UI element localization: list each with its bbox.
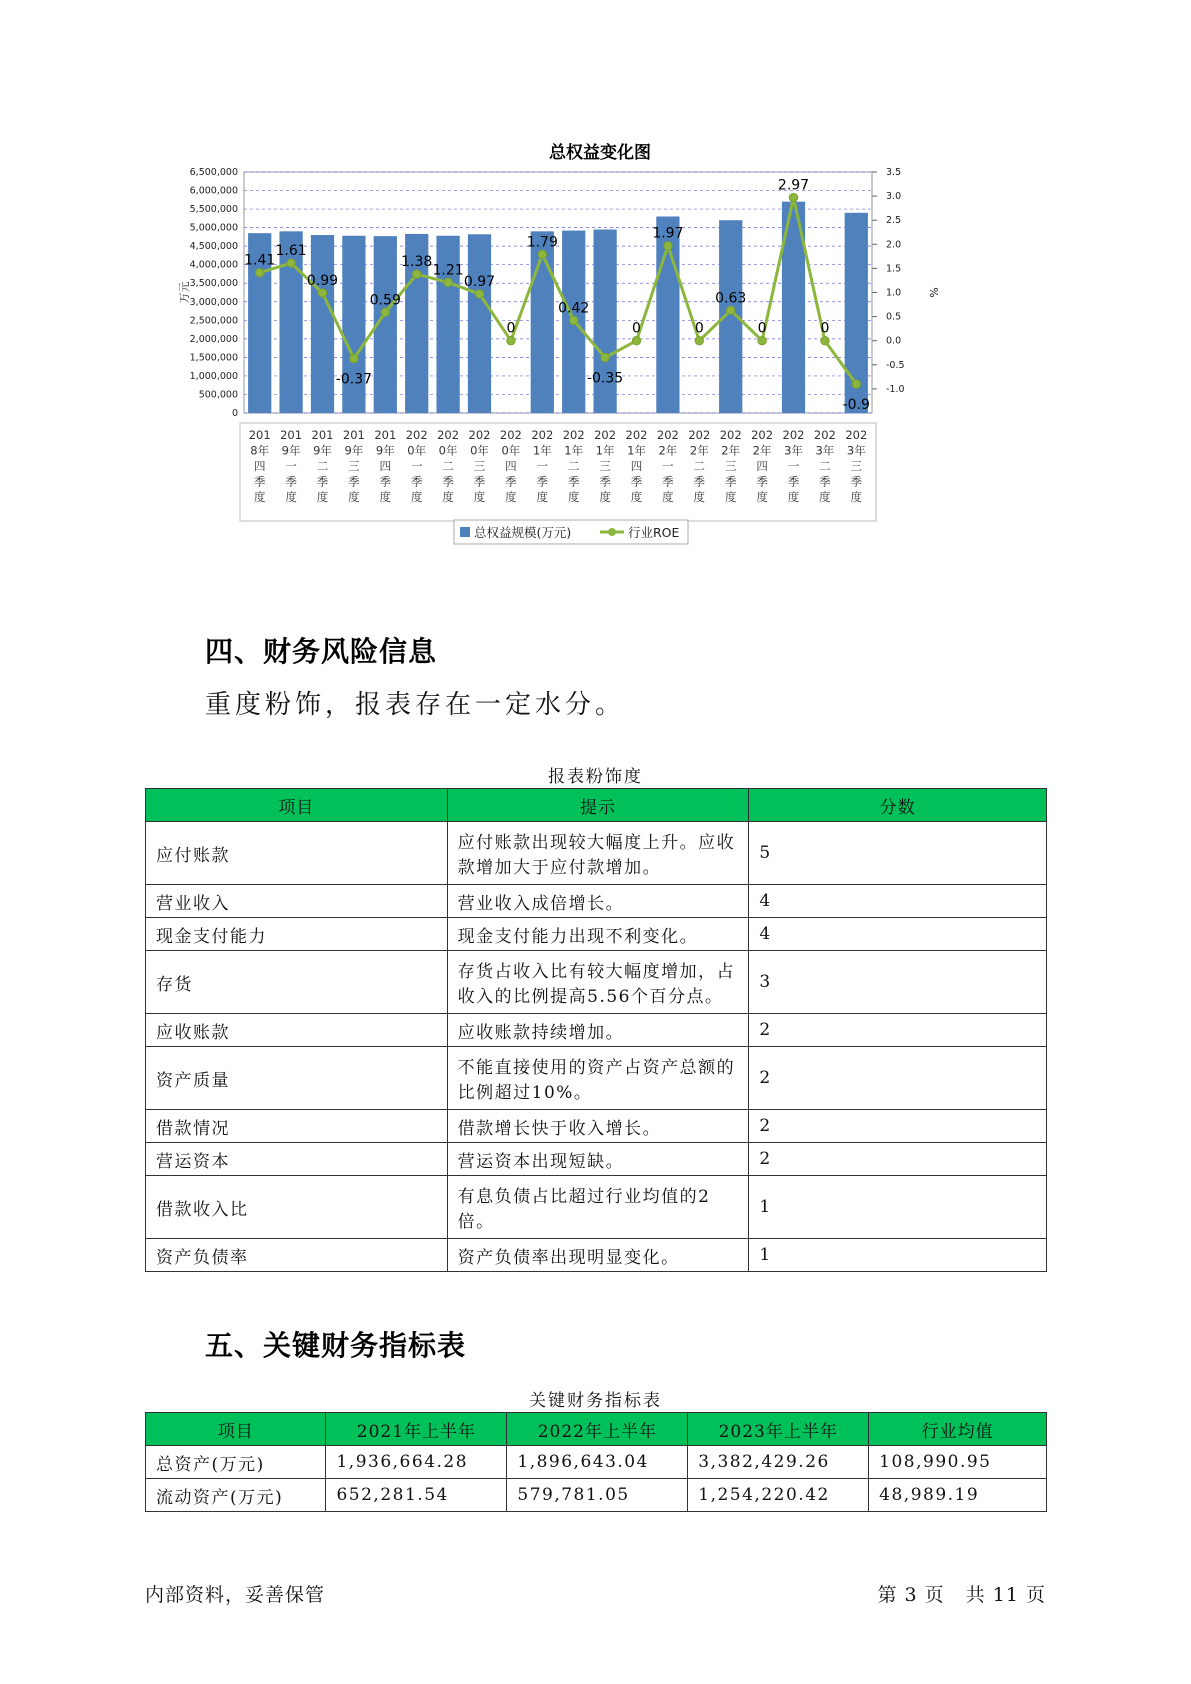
x-axis-label-frame: [240, 423, 876, 521]
x-tick-label: 201 8年四季度: [248, 428, 271, 504]
kpi-header: 项目: [146, 1413, 326, 1446]
header-item: 项目: [146, 789, 448, 822]
y2-tick-label: -0.5: [886, 359, 905, 371]
risk-cell-item: 资产质量: [146, 1047, 448, 1110]
roe-data-label: -0.9: [842, 397, 870, 414]
y2-tick-label: 0.0: [886, 335, 902, 347]
x-tick-label: 202 1年四季度: [625, 428, 648, 504]
risk-cell-hint: 现金支付能力出现不利变化。: [447, 918, 749, 951]
roe-point: [695, 337, 703, 345]
kpi-header: 2023年上半年: [688, 1413, 869, 1446]
risk-cell-score: 4: [749, 918, 1047, 951]
risk-cell-item: 借款情况: [146, 1110, 448, 1143]
risk-cell-item: 存货: [146, 951, 448, 1014]
risk-cell-item: 应收账款: [146, 1014, 448, 1047]
y-tick-label: 6,000,000: [189, 185, 238, 197]
x-tick-label: 202 1年一季度: [531, 428, 554, 504]
risk-cell-item: 现金支付能力: [146, 918, 448, 951]
roe-point: [758, 337, 766, 345]
roe-point: [287, 259, 295, 267]
risk-cell-item: 营业收入: [146, 885, 448, 918]
risk-cell-hint: 存货占收入比有较大幅度增加，占收入的比例提高5.56个百分点。: [447, 951, 749, 1014]
bar: [311, 235, 334, 413]
table-row: [146, 822, 1047, 885]
risk-cell-item: 借款收入比: [146, 1176, 448, 1239]
risk-cell-score: 2: [749, 1110, 1047, 1143]
roe-point: [538, 250, 546, 258]
y2-tick-label: -1.0: [886, 383, 905, 395]
table-row: [146, 885, 1047, 918]
y2-tick-label: 3.0: [886, 191, 902, 203]
y-tick-label: 4,000,000: [189, 259, 238, 271]
roe-point: [350, 354, 358, 362]
table-row: [146, 1110, 1047, 1143]
risk-cell-score: 2: [749, 1143, 1047, 1176]
y-tick-label: 0: [231, 408, 238, 419]
x-tick-label: 202 3年三季度: [845, 428, 868, 504]
legend-bar-swatch: [460, 527, 470, 537]
bar: [468, 234, 491, 413]
section4-paragraph: 重度粉饰，报表存在一定水分。: [205, 690, 626, 720]
risk-cell-score: 1: [749, 1239, 1047, 1272]
equity-chart: [160, 130, 1060, 590]
kpi-cell: 1,896,643.04: [507, 1446, 688, 1479]
y2-tick-label: 1.5: [886, 263, 902, 275]
legend-line-label: 行业ROE: [628, 525, 680, 540]
x-tick-label: 201 9年三季度: [342, 428, 365, 504]
kpi-header: 行业均值: [869, 1413, 1047, 1446]
roe-data-label: 0: [506, 320, 516, 337]
roe-data-label: 2.97: [777, 177, 810, 194]
roe-point: [632, 337, 640, 345]
legend-bar-label: 总权益规模(万元): [474, 525, 572, 540]
y-tick-label: 6,500,000: [189, 167, 238, 178]
risk-cell-score: 5: [749, 822, 1047, 885]
table-row: [146, 951, 1047, 1014]
kpi-cell: 总资产(万元): [146, 1446, 326, 1479]
kpi-cell: 1,936,664.28: [326, 1446, 507, 1479]
roe-point: [664, 242, 672, 250]
kpi-header: 2021年上半年: [326, 1413, 507, 1446]
kpi-table-caption: 关键财务指标表: [529, 1391, 662, 1411]
roe-data-label: 0: [820, 320, 830, 337]
roe-point: [507, 337, 515, 345]
roe-data-label: 0.63: [715, 290, 747, 307]
table-row: [146, 1479, 1047, 1512]
x-tick-label: 202 0年三季度: [468, 428, 491, 504]
table-row: [146, 1176, 1047, 1239]
risk-cell-score: 1: [749, 1176, 1047, 1239]
risk-cell-score: 3: [749, 951, 1047, 1014]
risk-table-caption: 报表粉饰度: [548, 767, 643, 787]
risk-cell-score: 2: [749, 1014, 1047, 1047]
table-row: [146, 1239, 1047, 1272]
roe-data-label: -0.37: [335, 371, 373, 388]
table-row: [146, 918, 1047, 951]
roe-data-label: 1.79: [526, 234, 558, 251]
x-tick-label: 202 0年二季度: [437, 428, 460, 504]
x-tick-label: 202 0年一季度: [405, 428, 428, 504]
roe-data-label: 0.97: [463, 273, 496, 290]
roe-point: [852, 380, 860, 388]
roe-data-label: 0: [757, 320, 767, 337]
y-tick-label: 5,500,000: [189, 204, 238, 216]
kpi-cell: 1,254,220.42: [688, 1479, 869, 1512]
risk-cell-hint: 资产负债率出现明显变化。: [447, 1239, 749, 1272]
risk-table: [145, 788, 1047, 1272]
risk-cell-score: 4: [749, 885, 1047, 918]
roe-data-label: -0.35: [586, 370, 624, 387]
risk-cell-hint: 应收账款持续增加。: [447, 1014, 749, 1047]
roe-data-label: 0.99: [306, 272, 339, 289]
roe-point: [475, 290, 483, 298]
x-tick-label: 202 3年二季度: [813, 428, 836, 504]
roe-point: [381, 308, 389, 316]
kpi-table: [145, 1412, 1047, 1512]
section5-heading: 五、关键财务指标表: [205, 1329, 467, 1362]
y2-axis-label: %: [927, 287, 940, 298]
roe-point: [601, 353, 609, 361]
x-tick-label: 202 2年二季度: [688, 428, 711, 504]
footer-page-number: 第 3 页 共 11 页: [877, 1584, 1046, 1606]
table-row: [146, 1143, 1047, 1176]
x-tick-label: 201 9年二季度: [311, 428, 334, 504]
table-row: [146, 1047, 1047, 1110]
legend-line-marker: [608, 528, 616, 536]
y2-tick-label: 1.0: [886, 287, 902, 299]
y2-tick-label: 2.0: [886, 239, 902, 251]
footer-confidential: 内部资料，妥善保管: [145, 1584, 326, 1606]
y-tick-label: 2,500,000: [189, 315, 238, 327]
risk-cell-hint: 营业收入成倍增长。: [447, 885, 749, 918]
kpi-cell: 流动资产(万元): [146, 1479, 326, 1512]
y-tick-label: 1,500,000: [189, 352, 238, 364]
kpi-cell: 652,281.54: [326, 1479, 507, 1512]
risk-cell-item: 应付账款: [146, 822, 448, 885]
y-tick-label: 4,500,000: [189, 241, 238, 253]
header-hint: 提示: [447, 789, 749, 822]
y-tick-label: 1,000,000: [189, 370, 238, 382]
x-tick-label: 202 2年一季度: [656, 428, 679, 504]
roe-point: [318, 289, 326, 297]
kpi-cell: 108,990.95: [869, 1446, 1047, 1479]
risk-cell-item: 营运资本: [146, 1143, 448, 1176]
roe-point: [570, 316, 578, 324]
roe-point: [256, 269, 264, 277]
x-tick-label: 202 1年二季度: [562, 428, 585, 504]
risk-cell-item: 资产负债率: [146, 1239, 448, 1272]
risk-cell-score: 2: [749, 1047, 1047, 1110]
roe-data-label: 0.42: [558, 300, 590, 317]
x-tick-label: 202 1年三季度: [594, 428, 617, 504]
y-tick-label: 3,500,000: [189, 278, 238, 290]
chart-title: 总权益变化图: [549, 143, 651, 163]
y-tick-label: 500,000: [198, 389, 238, 401]
y-tick-label: 2,000,000: [189, 333, 238, 345]
table-row: [146, 1014, 1047, 1047]
x-tick-label: 201 9年一季度: [280, 428, 303, 504]
roe-data-label: 0: [632, 320, 641, 337]
x-tick-label: 202 0年四季度: [499, 428, 522, 504]
x-tick-label: 202 2年四季度: [751, 428, 774, 504]
roe-data-label: 1.21: [432, 262, 464, 279]
y-tick-label: 5,000,000: [189, 222, 238, 234]
y2-tick-label: 2.5: [886, 215, 902, 227]
roe-data-label: 0: [694, 320, 704, 337]
risk-cell-hint: 应付账款出现较大幅度上升。应收款增加大于应付款增加。: [447, 822, 749, 885]
kpi-cell: 579,781.05: [507, 1479, 688, 1512]
x-tick-label: 202 2年三季度: [719, 428, 742, 504]
y-axis-label: 万元: [178, 281, 191, 304]
roe-data-label: 1.41: [244, 252, 276, 269]
risk-cell-hint: 有息负债占比超过行业均值的2倍。: [447, 1176, 749, 1239]
risk-cell-hint: 营运资本出现短缺。: [447, 1143, 749, 1176]
table-row: [146, 1446, 1047, 1479]
kpi-header: 2022年上半年: [507, 1413, 688, 1446]
roe-data-label: 0.59: [369, 292, 401, 309]
x-tick-label: 201 9年四季度: [374, 428, 397, 504]
header-score: 分数: [749, 789, 1047, 822]
roe-point: [413, 270, 421, 278]
y2-tick-label: 3.5: [886, 167, 902, 178]
risk-cell-hint: 不能直接使用的资产占资产总额的比例超过10%。: [447, 1047, 749, 1110]
y-tick-label: 3,000,000: [189, 296, 238, 308]
roe-point: [727, 306, 735, 314]
risk-cell-hint: 借款增长快于收入增长。: [447, 1110, 749, 1143]
roe-data-label: 1.97: [652, 225, 684, 242]
y2-tick-label: 0.5: [886, 311, 902, 323]
roe-point: [821, 337, 829, 345]
kpi-table-header: [146, 1413, 1047, 1446]
x-tick-label: 202 3年一季度: [782, 428, 805, 504]
risk-table-header: [146, 789, 1047, 822]
kpi-cell: 48,989.19: [869, 1479, 1047, 1512]
roe-point: [444, 278, 452, 286]
roe-data-label: 1.38: [401, 254, 433, 271]
kpi-cell: 3,382,429.26: [688, 1446, 869, 1479]
roe-point: [789, 193, 797, 201]
section4-heading: 四、财务风险信息: [205, 635, 438, 668]
roe-data-label: 1.61: [275, 243, 307, 260]
